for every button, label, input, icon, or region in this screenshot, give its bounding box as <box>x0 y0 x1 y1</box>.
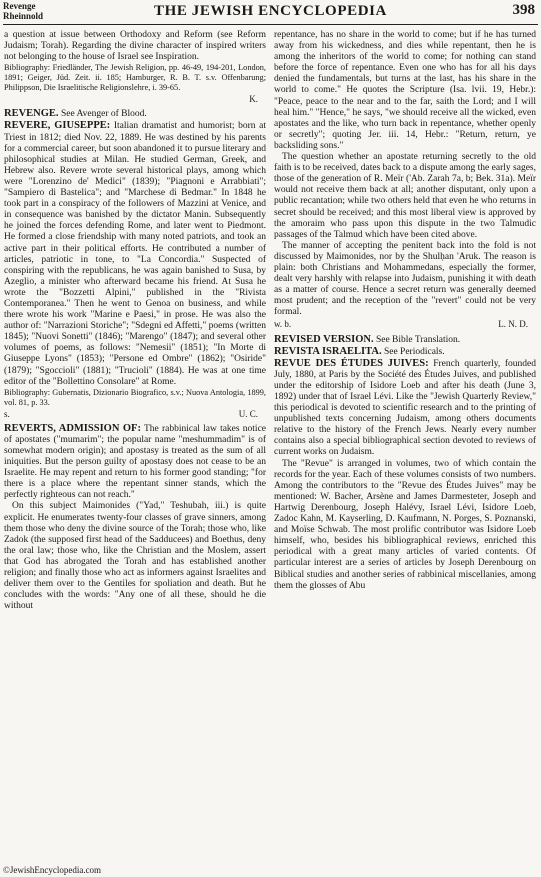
bibliography: Bibliography: Friedländer, The Jewish Religion, pp. 46-49, 194-201, London, 1891; Geiger, Jüd. Zeit. ii. 185; Hamburger, R. B. T. s.v. Offenbarung; Philippson, Die Israelitische Religionslehre, i. 39-65. <box>4 63 266 93</box>
page-title: THE JEWISH ENCYCLOPEDIA <box>153 3 387 19</box>
entry-heading: REVENGE. <box>4 108 59 120</box>
footer-credit: ©JewishEncyclopedia.com <box>3 865 102 875</box>
entry-heading: REVERE, GIUSEPPE: <box>4 120 111 132</box>
left-column <box>4 30 266 612</box>
right-column <box>274 30 536 592</box>
entry-revised-version: REVISED VERSION. See Bible Translation. <box>274 333 461 345</box>
author-signature: w. b. L. N. D. <box>274 319 528 330</box>
entry-heading: REVISED VERSION. <box>274 333 374 345</box>
paragraph: On this subject Maimonides ("Yad," Teshubah, iii.) is quite explicit. He enumerates twenty-four classes of grave sinners, among them those who deny the divine source of the Torah; those who, like Zadok (the supposed first head of the Sadducees) and Boethus, deny the oral law; those who, like the Christian and the Moslem, assert that God has abrogated the Torah and has established another religion; and finally those who act as informers against Israelites and deliver them over to the Gentiles for spoliation and death. But he concludes with the words: "Any one of all these, should he die without <box>4 501 266 612</box>
entry-reverts: REVERTS, ADMISSION OF: The rabbinical law takes notice of apostates ("mumarim"; the popular name "meshummadim" is of somewhat modern origin); and apostasy is treated as the sum of all iniquities. But the person guilty of apostasy does not cease to be an Israelite. He may repent and return to his former good standing; "for there is a place where the repentant sinner stands, which the perfectly righteous can not reach." <box>4 422 267 501</box>
author-signature: s. U. C. <box>4 408 258 419</box>
paragraph: repentance, has no share in the world to come; but if he has turned away from his wickedness, and dies while repentant, then he is among the inheritors of the world to come; for nothing can stand before the force of repentance. Even one who has for all his days denied the fundamentals, but turns at the last, has his share in the world to come." He quotes the Scripture (Isa. lvii. 19, Hebr.): "Peace, peace to the near and to the far, saith the Lord; and I will heal him." "Hence," he says, "we should receive all the wicked, even apostates and the like, who turn back in repentance, whether openly or secretly"; quoting Jer. iii. 14, Hebr.: "Return, return, ye backsliding sons." <box>274 30 536 151</box>
entry-revere: REVERE, GIUSEPPE: Italian dramatist and humorist; born at Triest in 1812; died Nov. 22, 1889. He was destined by his parents for a commercial career, but soon abandoned it to pursue literary and philosophical studies at Milan. He studied German, Greek, and Hebrew also. Revere wrote several historical plays, among which were "Lorenzino de' Medici" (1839); "Piagnoni e Arrabbiati"; "Sampiero di Bastelica"; and "Marchese di Bedmar." In 1848 he took part in a conspiracy of the followers of Mazzini at Venice, and in consequence was banished by the dictator Manin. Subsequently he joined the forces defending Rome, and later went to Piedmont. He formed a close friendship with many noted patriots, and took an active part in their political efforts. He contributed a number of articles, patriotic in tone, to "La Concordia." Suspected of conspiring with the republicans, he was again banished to Susa, by Azeglio, a minister who afterward became his friend. At Susa he wrote the "Bozzetti Alpini," published in the "Rivista Contemporanea." Then he went to Genoa on business, and while there wrote his work "Marine e Paesi," in prose. He was also the author of: "Narrazioni Storiche"; "Sdegni ed Affetti," poems (written 1845); "Nuovi Sonetti" (1846); "Marengo" (1847); and several other volumes of poems, as follows: "Nemesii" (1851); "In Morte di Giuseppe Lyons" (1853); "Persone ed Ombre" (1862); "Osiride" (1879); "Sgoccioli" (1881); "Trucioli" (1884). He was at one time editor of the "Bollettino Consolare" at Rome. <box>4 120 266 387</box>
guide-words: Revenge Rheinnold <box>3 1 44 21</box>
entry-revue: REVUE DES ÉTUDES JUIVES: French quarterly, founded July, 1880, at Paris by the Société des Études Juives, and published under the editorship of Isidore Loeb and after his death (June 3, 1892) under that of Israel Lévi. Like the "Jewish Quarterly Review," this periodical is devoted to scientific research and to the printing of unpublished texts concerning Judaism, among others documents relative to the history of the French Jews. Nearly every number contains also a special bibliographical section devoted to reviews of current works on Judaism. <box>274 357 536 458</box>
entry-heading: REVUE DES ÉTUDES JUIVES: <box>274 357 429 369</box>
author-signature: K. <box>249 94 258 105</box>
paragraph: The "Revue" is arranged in volumes, two of which contain the records for the year. Each of these volumes consists of two numbers. Among the contributors to the "Revue des Études Juives" may be mentioned: W. Bacher, Arsène and James Darmesteter, Joseph and Hartwig Derenbourg, Joseph Halévy, Israel Lévi, Isidore Loeb, Zadoc Kahn, M. Kayserling, D. Kaufmann, N. Porges, S. Poznanski, and Moïse Schwab. The most prolific contributor was Isidore Loeb himself, who, besides his bibliographical reviews, enriched this periodical with a great many articles of varied contents. Of particular interest are a series of articles by Joseph Derenbourg on Biblical studies and another series of rabbinical miscellanies, among them the glosses of Abu <box>274 458 536 591</box>
page-number: 398 <box>512 2 535 18</box>
entry-revista-israelita: REVISTA ISRAELITA. See Periodicals. <box>274 345 445 357</box>
continuation-text: a question at issue between Orthodoxy and Reform (see Reform Judaism; Torah). Regarding the divine character of inspired writers not belonging to the house of Israel see Inspiration. <box>4 30 266 63</box>
paragraph: The manner of accepting the penitent back into the fold is not discussed by Maimonides, nor by the Shulḥan 'Aruk. The reason is plain: both Christians and Mohammedans, especially the former, dealt very harshly with relapse into Judaism, punishing it with death as a matter of course. Hence a secret return was generally deemed most prudent; and the reception of the "revert" could not be very formal. <box>274 240 536 318</box>
entry-heading: REVERTS, ADMISSION OF: <box>4 422 141 434</box>
header-rule <box>3 24 538 25</box>
page-header <box>0 0 541 26</box>
bibliography: Bibliography: Gubernatis, Dizionario Biografico, s.v.; Nuova Antologia, 1899, vol. 81, p. 33. <box>4 387 266 407</box>
paragraph: The question whether an apostate returning secretly to the old faith is to be received, dates back to a dispute among the early sages, those of the generation of R. Meïr ('Ab. Zarah 7a, b; Bek. 31a). Meïr would not receive them back at all; another disputant, only upon a public recantation; while two others held that even he who returns in secret should be received; and this most liberal view is approved by the amoraim who pass upon this dispute in the two Talmudic passages of the Talmud which have been cited above. <box>274 152 536 240</box>
entry-revenge: REVENGE. See Avenger of Blood. <box>4 108 147 120</box>
entry-heading: REVISTA ISRAELITA. <box>274 345 382 357</box>
